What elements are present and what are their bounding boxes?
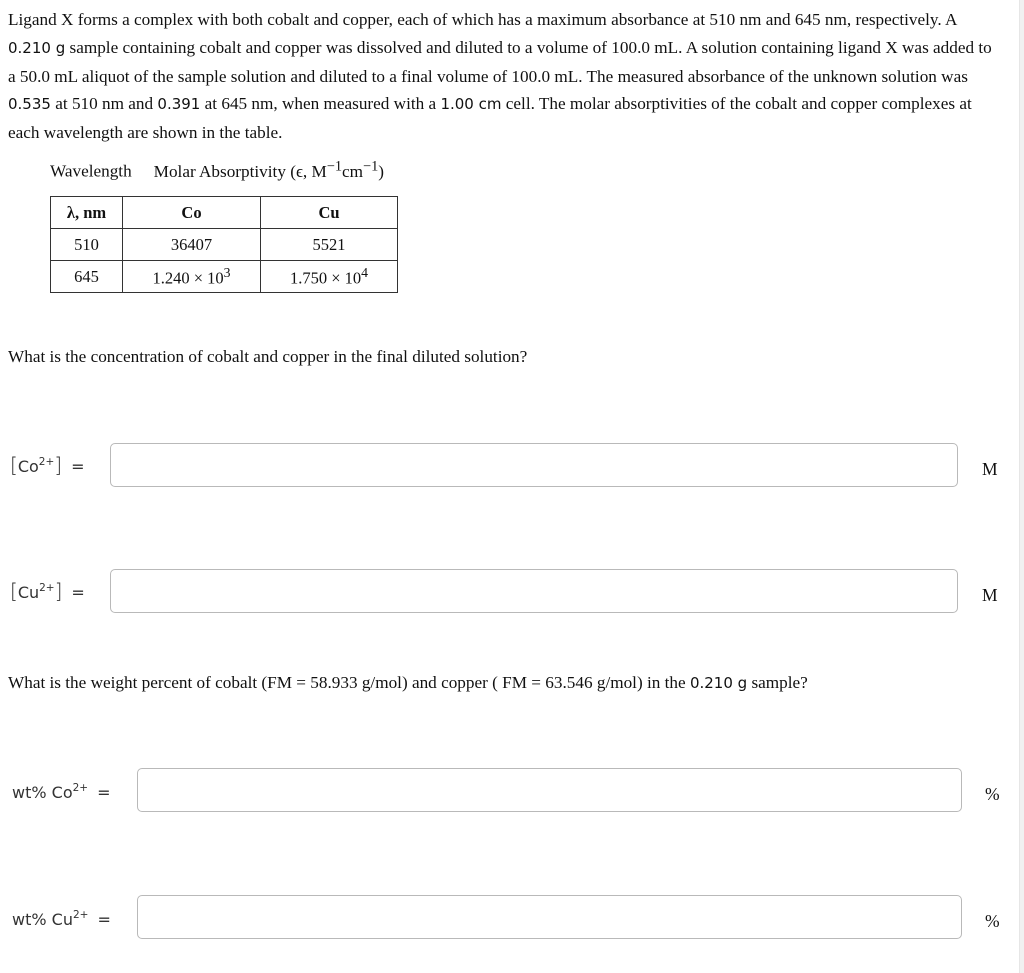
problem-statement: [8, 6, 998, 147]
cu-concentration-unit: M: [982, 585, 998, 605]
problem-text-part: at 510 nm and: [50, 94, 158, 114]
cu-weight-percent-unit: %: [985, 911, 1000, 931]
header-wavelength: λ, nm: [51, 197, 123, 229]
table-caption: [50, 158, 384, 182]
cell-co: 36407: [123, 229, 261, 261]
cell-cu: 5521: [261, 229, 398, 261]
cell-wavelength: 510: [51, 229, 123, 261]
header-cu: Cu: [261, 197, 398, 229]
problem-text-part: at 645 nm, when measured with a: [200, 94, 441, 114]
absorbance-510-value: 0.535: [8, 95, 51, 114]
sample-mass-value: 0.210 g: [689, 674, 748, 692]
cu-weight-percent-label: wt% $Cu^{2+}$ =: [12, 909, 111, 929]
co-concentration-label: $[Co^{2+}]$ =: [10, 453, 85, 477]
co-weight-percent-unit: %: [985, 784, 1000, 804]
header-co: Co: [123, 197, 261, 229]
page-scrollbar[interactable]: [1019, 0, 1024, 973]
cell-wavelength: 645: [51, 261, 123, 293]
problem-text-part: Ligand X forms a complex with both cobalt and copper, each of which has a maximum absorbance at 510 nm and 645 nm, respectively. A: [8, 10, 957, 29]
cell-cu: $1.750 \times 10^4$: [261, 261, 398, 293]
table-row: [51, 229, 398, 261]
cu-weight-percent-input[interactable]: [137, 895, 962, 939]
cell-co: $1.240 \times 10^3$: [123, 261, 261, 293]
caption-absorptivity: Molar Absorptivity (ϵ, $M^{-1}cm^{-1}$): [153, 158, 385, 181]
path-length-value: 1.00 cm: [440, 95, 502, 114]
co-weight-percent-label: wt% $Co^{2+}$ =: [12, 782, 111, 802]
question-concentration: What is the concentration of cobalt and copper in the final diluted solution?: [8, 347, 528, 366]
co-concentration-input[interactable]: [110, 443, 958, 487]
sample-mass-value: 0.210 g: [8, 38, 66, 57]
cu-concentration-input[interactable]: [110, 569, 958, 613]
problem-text-part: sample containing cobalt and copper was dissolved and diluted to a volume of 100.0 mL. A solution containing ligand X was added to a 50.0 mL aliquot of the sample solution and diluted to a final volume of 100.0 mL. The measured absorbance of the unknown solution was: [8, 37, 992, 86]
co-concentration-unit: M: [982, 459, 998, 479]
absorptivity-table: [50, 196, 398, 293]
problem-text-part: cell. The molar absorptivities of the cobalt and copper complexes at each wavelength are shown in the table.: [8, 94, 972, 143]
co-weight-percent-input[interactable]: [137, 768, 962, 812]
question-weight-percent: What is the weight percent of cobalt (FM = 58.933 g/mol) and copper ( FM = 63.546 g/mol) in the 0.210 g sample?: [8, 673, 808, 692]
table-row: [51, 261, 398, 293]
cu-concentration-label: $[Cu^{2+}]$ =: [10, 579, 85, 603]
absorbance-645-value: 0.391: [157, 95, 201, 114]
table-header-row: [51, 197, 398, 229]
caption-wavelength: Wavelength: [50, 161, 132, 181]
